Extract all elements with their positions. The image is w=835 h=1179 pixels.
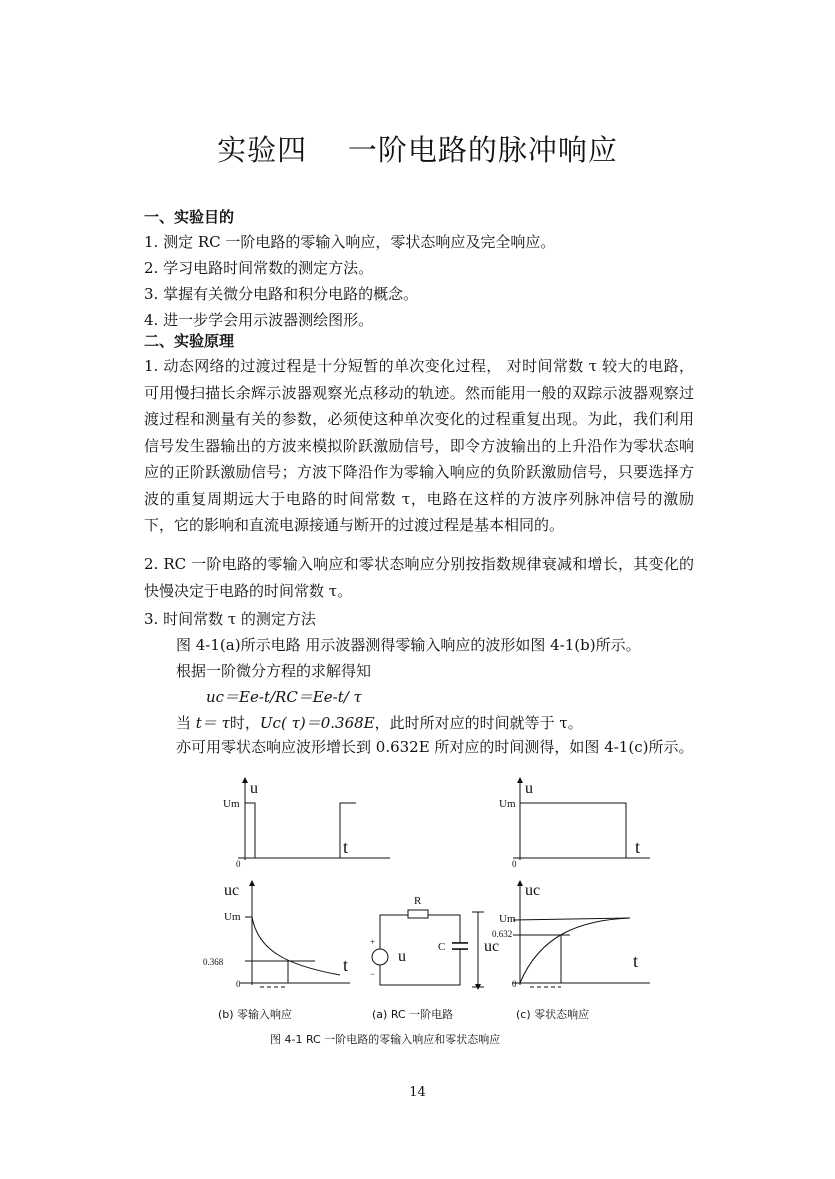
text-run: Uc( τ)＝0.368E [259, 714, 375, 732]
formula: uc＝Ee-t/RC＝Ee-t/ τ [206, 688, 362, 706]
tau-statement [176, 712, 583, 733]
text-run: ，此时所对应的时间就等于 τ。 [374, 714, 583, 732]
text-run: 当 [176, 714, 196, 732]
minus-sign: − [370, 969, 376, 979]
objective-item: 3. 掌握有关微分电路和积分电路的概念。 [144, 285, 419, 303]
objective-item: 4. 进一步学会用示波器测绘图形。 [144, 311, 374, 329]
principle-heading-3: 3. 时间常数 τ 的测定方法 [144, 610, 316, 628]
axis-label-uc: uc [224, 882, 240, 899]
origin-label: 0 [512, 859, 517, 869]
text-run: t＝ τ [195, 714, 230, 732]
origin-label: 0 [236, 859, 241, 869]
axis-label-t: t [343, 837, 349, 857]
figure-caption: 图 4-1 RC 一阶电路的零输入响应和零状态响应 [270, 1033, 501, 1046]
voltage-source [372, 949, 388, 965]
axis-label-um: Um [499, 913, 516, 925]
text-run: 时， [229, 714, 260, 732]
axis-label-t: t [633, 951, 639, 971]
rise-curve [520, 918, 630, 983]
origin-label: 0 [236, 979, 241, 989]
axis-label-u: u [525, 780, 533, 797]
axis-label-t: t [343, 955, 349, 975]
objective-item: 1. 测定 RC 一阶电路的零输入响应，零状态响应及完全响应。 [144, 233, 556, 251]
axis-label-u: u [250, 780, 258, 797]
section-heading-objectives: 一、实验目的 [144, 208, 235, 226]
principle-text: 根据一阶微分方程的求解得知 [176, 662, 372, 680]
section-heading-principle: 二、实验原理 [144, 332, 235, 350]
circuit-loop [380, 915, 460, 985]
source-label: u [398, 948, 406, 965]
principle-paragraph-7 [144, 734, 694, 761]
uc-label: uc [484, 938, 500, 955]
paragraph-text: 1. 动态网络的过渡过程是十分短暂的单次变化过程， 对时间常数 τ 较大的电路，可用慢扫描长余辉示波器观察光点移动的轨迹。然而能用一般的双踪示波器观察过渡过程和测量有关的参数，必须使这种单次变化的过程重复出现。为此，我们利用信号发生器输出的方波来模拟阶跃激励信号，即令方波输出的上升沿作为零状态响应的正阶跃激励信号；方波下降沿作为零输入响应的负阶跃激励信号，只要选择方波的重复周期远大于电路的时间常数 τ，电路在这样的方波序列脉冲信号的激励下，它的影响和直流电源接通与断开的过渡过程是基本相同的。 [144, 357, 694, 534]
axis-label-um: Um [499, 798, 516, 810]
plus-sign: + [370, 937, 376, 947]
resistor-label: R [414, 895, 422, 907]
principle-paragraph-1 [144, 353, 694, 539]
page-number: 14 [409, 1085, 426, 1100]
axis-label-uc: uc [525, 882, 541, 899]
value-label-0632: 0.632 [492, 929, 513, 939]
axis-label-um: Um [224, 911, 241, 923]
capacitor-label: C [438, 941, 446, 953]
pulse-waveform [245, 803, 255, 858]
step-waveform [520, 803, 626, 858]
principle-text: 图 4-1(a)所示电路 用示波器测得零输入响应的波形如图 4-1(b)所示。 [176, 636, 641, 654]
axis-label-um: Um [223, 798, 240, 810]
caption-a: (a) RC 一阶电路 [372, 1008, 454, 1021]
value-label-0368: 0.368 [203, 957, 224, 967]
page-title: 实验四 一阶电路的脉冲响应 [217, 133, 618, 167]
decay-curve [252, 917, 340, 975]
paragraph-text: 2. RC 一阶电路的零输入响应和零状态响应分别按指数规律衰减和增长，其变化的快慢决定于电路的时间常数 τ。 [144, 555, 694, 600]
objective-item: 2. 学习电路时间常数的测定方法。 [144, 259, 374, 277]
caption-c: (c) 零状态响应 [516, 1008, 590, 1021]
principle-paragraph-2 [144, 551, 694, 604]
paragraph-text: 亦可用零状态响应波形增长到 0.632E 所对应的时间测得，如图 4-1(c)所示。 [176, 738, 694, 756]
resistor [408, 910, 428, 918]
origin-label: 0 [512, 979, 517, 989]
caption-b: (b) 零输入响应 [218, 1008, 293, 1021]
axis-label-t: t [635, 837, 641, 857]
figure-4-1 [190, 775, 650, 1015]
